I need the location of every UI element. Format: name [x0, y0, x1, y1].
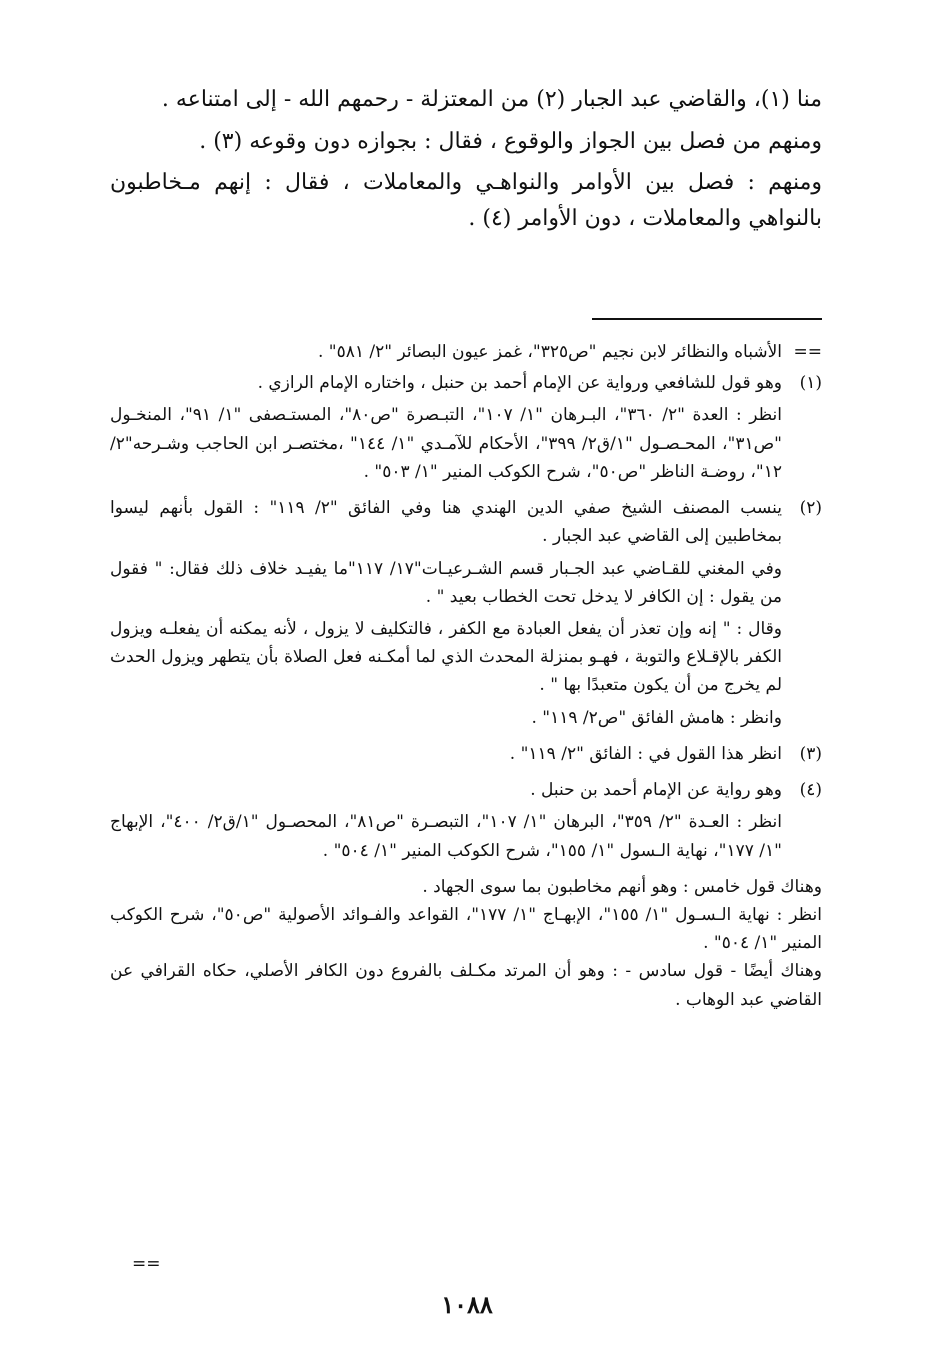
footnote-trailing [110, 873, 822, 1014]
footnote-continuation [110, 338, 822, 366]
footnote-text: وفي المغني للقـاضي عبد الجـبار قسم الشـرعيـات"١٧/ ١١٧"ما يفيـد خلاف ذلك فقال: " فقول من يقول : إن الكافر لا يدخل تحت الخطاب بعيد " . [110, 558, 782, 607]
footnote-number: (٣) [799, 743, 822, 764]
continuation-marker: == [793, 342, 822, 362]
footnote-separator [592, 318, 822, 320]
main-paragraph: منا (١)، والقاضي عبد الجبار (٢) من المعتزلة - رحمهم الله - إلى امتناعه . [161, 87, 822, 112]
footnote-text: انظر : العدة "٢/ ٣٦٠"، البـرهان "١/ ١٠٧"، التبـصرة "ص٨٠"، المستـصفى "١/ ٩١"، المنخـول "ص٣١"، المحـصـول "١/ق٢/ ٣٩٩"، الأحكام للآمـدي "١/ ١٤٤" ،مختصـر ابن الحاجب وشـرحه"٢/ ١٢"، روضـة الناظر "ص٥٠"، شرح الكوكب المنير "١/ ٥٠٣" . [110, 405, 782, 482]
footnote-text: وهناك قول خامس : وهو أنهم مخاطبون بما سوى الجهاد . [422, 876, 822, 897]
footnote-3 [110, 740, 822, 772]
footnote-text: وانظر : هامش الفائق "ص٢/ ١١٩" . [531, 707, 782, 728]
footnote-1 [110, 369, 822, 490]
footnote-4 [110, 776, 822, 869]
footnote-text: ينسب المصنف الشيخ صفي الدين الهندي هنا وفي الفائق "٢/ ١١٩" : القول بأنهم ليسوا بمخاطبين إلى القاضي عبد الجبار . [110, 498, 782, 547]
footnote-text: وهناك أيضًا - قول سادس - : وهو أن المرتد مكـلف بالفروع دون الكافر الأصلي، حكاه القرافي عن القاضي عبد الوهاب . [110, 961, 822, 1010]
main-text [110, 82, 822, 243]
footnote-number: (٢) [799, 498, 822, 519]
footnote-number: (١) [799, 373, 822, 394]
footnote-text: انظر : نهاية الـسـول "١/ ١٥٥"، الإبهـاج "١/ ١٧٧"، القواعد والفـوائد الأصولية "ص٥٠"، شرح الكوكب المنير "١/ ٥٠٤" . [110, 904, 823, 954]
footnote-text: وقال : " إنه وإن تعذر أن يفعل العبادة مع الكفر ، فالتكليف لا يزول ، لأنه يمكنه أن يفعلـه ويزول الكفر بالإقـلاع والتوبة ، فهـو بمنزلة المحدث الذي لما أمكـنه فعل الصلاة بأن يتطهر ويزول الحدث لم يخرج من أن يكون متعبدًا بها " . [110, 618, 782, 696]
main-paragraph: ومنهم من فصل بين الجواز والوقوع ، فقال : بجوازه دون وقوعه (٣) . [199, 128, 822, 154]
footnote-text: انظر هذا القول في : الفائق "٢/ ١١٩" . [509, 743, 782, 764]
continuation-text: الأشباه والنظائر لابن نجيم "ص٣٢٥"، غمز عيون البصائر "٢/ ٥٨١" . [317, 342, 782, 362]
footnote-2 [110, 494, 822, 736]
footnote-text: وهو رواية عن الإمام أحمد بن حنبل . [530, 780, 782, 801]
main-paragraph: ومنهم : فصل بين الأوامر والنواهـي والمعاملات ، فقال : إنهم مـخاطبون بالنواهي والمعاملات ، دون الأوامر (٤) . [110, 170, 822, 231]
footnote-text: وهو قول للشافعي ورواية عن الإمام أحمد بن حنبل ، واختاره الإمام الرازي . [257, 373, 782, 394]
footnotes [110, 338, 822, 1014]
footnote-number: (٤) [799, 780, 822, 801]
continuation-end-marker: == [132, 1254, 161, 1274]
footnote-text: انظر : العـدة "٢/ ٣٥٩"، البرهان "١/ ١٠٧"، التبصـرة "ص٨١"، المحصـول "١/ق٢/ ٤٠٠"، الإبهاج "١/ ١٧٧"، نهاية الـسول "١/ ١٥٥"، شرح الكوكب المنير "١/ ٥٠٤" . [110, 812, 782, 861]
page-number: ١٠٨٨ [441, 1290, 493, 1319]
